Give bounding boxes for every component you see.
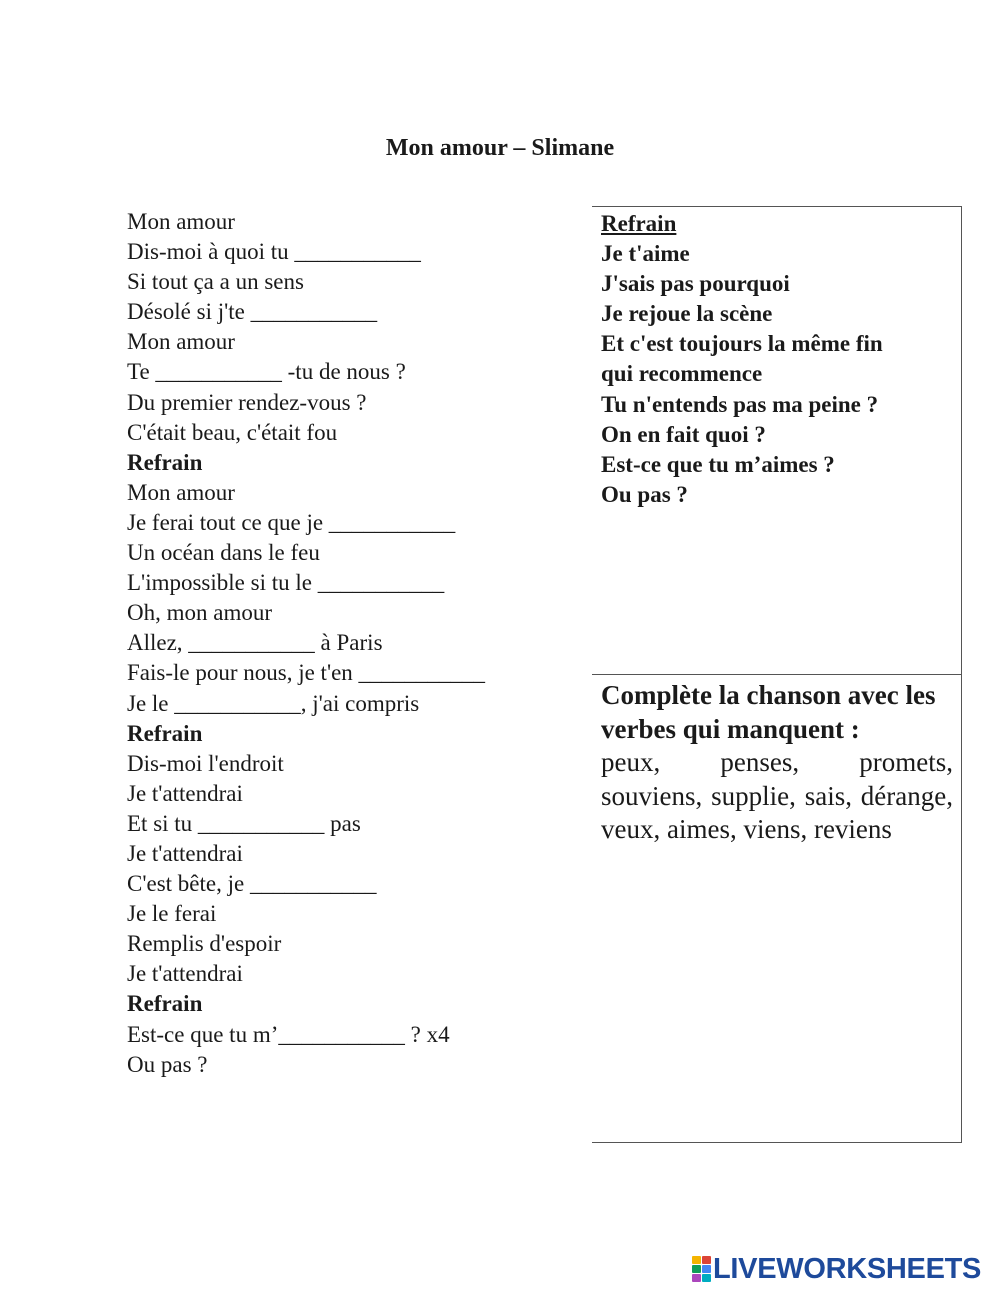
badge-tile — [692, 1274, 701, 1282]
badge-tile — [702, 1274, 711, 1282]
lyrics-line: L'impossible si tu le ___________ — [127, 570, 445, 596]
lyrics-line: Si tout ça a un sens — [127, 269, 304, 295]
word-bank: peux, penses, promets, souviens, supplie, sais, dérange, veux, aimes, viens, reviens — [601, 747, 953, 845]
lyrics-line: Dis-moi à quoi tu ___________ — [127, 239, 421, 265]
lyrics-line: Désolé si j'te ___________ — [127, 299, 378, 325]
refrain-line: Tu n'entends pas ma peine ? — [601, 391, 879, 417]
lyrics-line: Ou pas ? — [127, 1051, 208, 1077]
lyrics-line: Remplis d'espoir — [127, 931, 282, 957]
lyrics-line: Je t'attendrai — [127, 780, 243, 806]
refrain-line: Et c'est toujours la même fin — [601, 331, 883, 357]
lyrics-line: Te ___________ -tu de nous ? — [127, 359, 406, 385]
badge-tile — [702, 1256, 711, 1264]
lyrics-line: Je t'attendrai — [127, 961, 243, 987]
refrain-line: Je t'aime — [601, 241, 690, 267]
lyrics-line: Mon amour — [127, 479, 235, 505]
lyrics-line: Et si tu ___________ pas — [127, 810, 361, 836]
lyrics-line: Je le ___________, j'ai compris — [127, 690, 420, 716]
lyrics-line: Allez, ___________ à Paris — [127, 630, 383, 656]
lyrics-line: C'était beau, c'était fou — [127, 419, 338, 445]
badge-tile — [692, 1265, 701, 1273]
liveworksheets-wordmark: LIVEWORKSHEETS — [713, 1253, 982, 1285]
lyrics-line: Oh, mon amour — [127, 600, 273, 626]
page-title: Mon amour – Slimane — [385, 135, 615, 161]
lyrics-refrain-marker: Refrain — [127, 449, 203, 475]
lyrics-line: Un océan dans le feu — [127, 540, 320, 566]
liveworksheets-logo[interactable] — [692, 1252, 981, 1286]
refrain-panel — [592, 206, 962, 674]
lyrics-line: Est-ce que tu m’___________ ? x4 — [127, 1021, 450, 1047]
exercise-panel — [592, 674, 962, 1143]
refrain-line: Je rejoue la scène — [601, 301, 773, 327]
refrain-heading: Refrain — [601, 211, 677, 236]
refrain-line: On en fait quoi ? — [601, 421, 766, 447]
lyrics-line: Mon amour — [127, 329, 235, 355]
lyrics-refrain-marker: Refrain — [127, 991, 203, 1017]
lyrics-line: Fais-le pour nous, je t'en ___________ — [127, 660, 486, 686]
refrain-line: Ou pas ? — [601, 481, 688, 507]
exercise-instruction: Complète la chanson avec les verbes qui manquent : — [601, 680, 936, 744]
lyrics-list — [127, 207, 587, 1080]
badge-tile — [702, 1265, 711, 1273]
liveworksheets-badge-icon — [692, 1256, 711, 1282]
lyrics-line: Du premier rendez-vous ? — [127, 389, 367, 415]
refrain-lines — [601, 239, 953, 510]
lyrics-refrain-marker: Refrain — [127, 720, 203, 746]
lyrics-line: Je ferai tout ce que je ___________ — [127, 509, 456, 535]
lyrics-line: Dis-moi l'endroit — [127, 750, 284, 776]
badge-tile — [692, 1256, 701, 1264]
lyrics-line: Mon amour — [127, 209, 235, 234]
lyrics-line: Je t'attendrai — [127, 840, 243, 866]
lyrics-line: C'est bête, je ___________ — [127, 871, 377, 897]
refrain-line: qui recommence — [601, 361, 763, 387]
lyrics-line: Je le ferai — [127, 901, 217, 927]
refrain-line: J'sais pas pourquoi — [601, 271, 790, 297]
refrain-line: Est-ce que tu m’aimes ? — [601, 451, 835, 477]
